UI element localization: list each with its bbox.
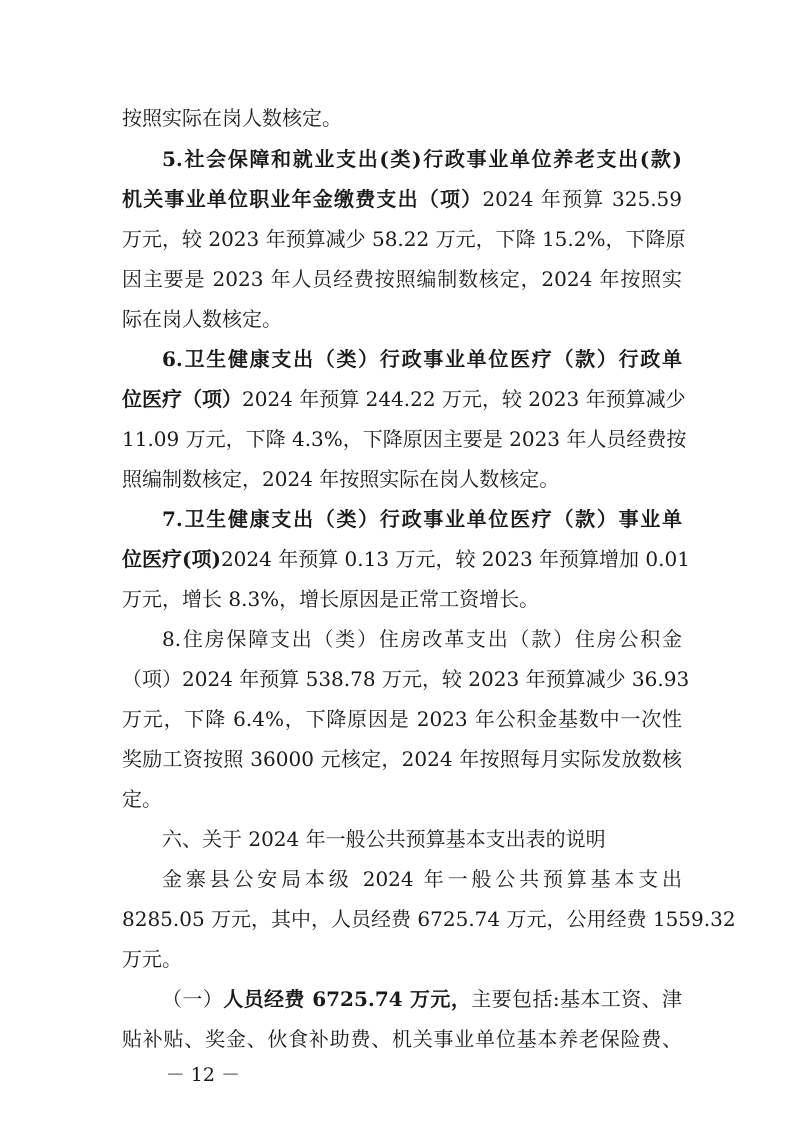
text-line: 11.09 万元，下降 4.3%，下降原因主要是 2023 年人员经费按 — [122, 427, 687, 451]
text-line: 贴补贴、奖金、伙食补助费、机关事业单位基本养老保险费、 — [122, 1027, 682, 1051]
text-line: （项）2024 年预算 538.78 万元，较 2023 年预算减少 36.93 — [122, 667, 690, 691]
text-line: 万元，增长 8.3%，增长原因是正常工资增长。 — [122, 587, 540, 611]
text-line: 定。 — [122, 787, 162, 811]
subsection-personnel: （一）人员经费 6725.74 万元，主要包括:基本工资、津 — [162, 987, 682, 1011]
text-line: 位医疗(项)2024 年预算 0.13 万元，较 2023 年预算增加 0.01 — [122, 547, 690, 571]
text-line: 万元。 — [122, 947, 182, 971]
text-line: 照编制数核定，2024 年按照实际在岗人数核定。 — [122, 467, 560, 491]
text-line: 万元，下降 6.4%，下降原因是 2023 年公积金基数中一次性 — [122, 707, 682, 731]
text-line: 万元，较 2023 年预算减少 58.22 万元，下降 15.2%，下降原 — [122, 227, 686, 251]
text-line: 机关事业单位职业年金缴费支出（项）2024 年预算 325.59 — [122, 187, 683, 211]
text-line: 位医疗（项）2024 年预算 244.22 万元，较 2023 年预算减少 — [122, 387, 686, 411]
section-heading-7: 7.卫生健康支出（类）行政事业单位医疗（款）事业单 — [162, 507, 682, 531]
text-line: 8285.05 万元，其中，人员经费 6725.74 万元，公用经费 1559.32 — [122, 907, 736, 931]
section-heading-6: 6.卫生健康支出（类）行政事业单位医疗（款）行政单 — [162, 347, 682, 371]
section-heading-six: 六、关于 2024 年一般公共预算基本支出表的说明 — [162, 827, 606, 851]
text-line: 因主要是 2023 年人员经费按照编制数核定，2024 年按照实 — [122, 267, 682, 291]
text-line: 按照实际在岗人数核定。 — [122, 106, 342, 130]
section-heading-8: 8.住房保障支出（类）住房改革支出（款）住房公积金 — [162, 627, 682, 651]
section-heading-5: 5.社会保障和就业支出(类)行政事业单位养老支出(款) — [162, 147, 682, 171]
page-number: － 12 － — [165, 1064, 240, 1086]
text-line: 际在岗人数核定。 — [122, 307, 282, 331]
text-line: 金寨县公安局本级 2024 年一般公共预算基本支出 — [162, 867, 682, 891]
text-line: 奖励工资按照 36000 元核定，2024 年按照每月实际发放数核 — [122, 747, 682, 771]
